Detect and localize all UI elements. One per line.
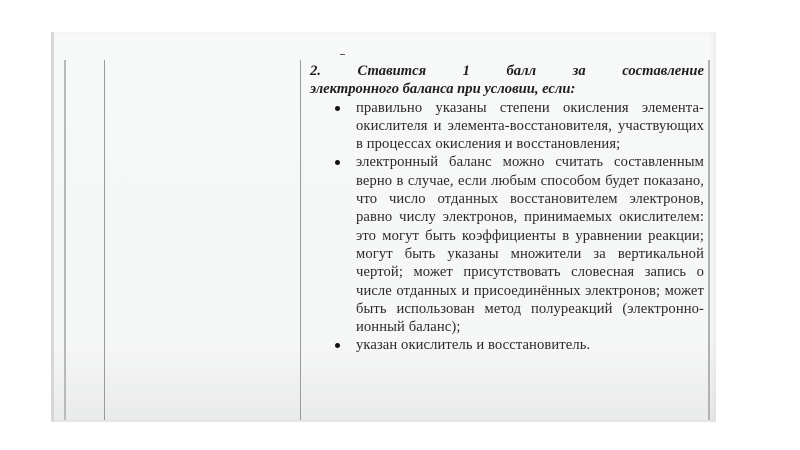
list-item [310, 336, 704, 354]
criteria-cell [310, 62, 704, 355]
table-column-border-right [708, 60, 710, 420]
criteria-list [310, 99, 704, 355]
list-item-text: указан окислитель и восстановитель. [356, 337, 591, 354]
page-edge-border [64, 60, 66, 420]
table-column-border-1 [104, 60, 105, 420]
list-item-text: электронный баланс можно считать составленным верно в случае, если любым способом будет показано, что число отданных восстановителем электронов, равно числу электронов, принимаемых окислителем: это могут быть коэффициенты в уравнении реакции; могут быть указаны множители за вертикальной чертой; может присутствовать словесная запись о числе отданных и присоединённых электронов; может быть использован метод полуреакций (электронно-ионный баланс); [356, 154, 704, 336]
document-page [51, 32, 716, 422]
heading-line-1 [310, 62, 704, 80]
heading-number: 2. [310, 63, 321, 79]
heading-word: за [572, 63, 586, 79]
criterion-heading [310, 62, 704, 99]
bullet-icon [335, 106, 340, 111]
heading-word: Ставится [357, 63, 427, 79]
heading-word: составление [622, 63, 704, 79]
table-column-border-2 [300, 60, 301, 420]
heading-word: балл [506, 63, 537, 79]
bullet-icon [335, 343, 340, 348]
heading-word: 1 [462, 63, 470, 79]
stray-mark [340, 54, 345, 55]
list-item-text: правильно указаны степени окисления элемента-окислителя и элемента-восстановителя, участвующих в процессах окисления и восстановления; [356, 99, 704, 153]
list-item [310, 153, 704, 336]
bullet-icon [335, 160, 340, 165]
heading-line-2: электронного баланса при условии, если: [310, 81, 576, 98]
list-item [310, 99, 704, 154]
